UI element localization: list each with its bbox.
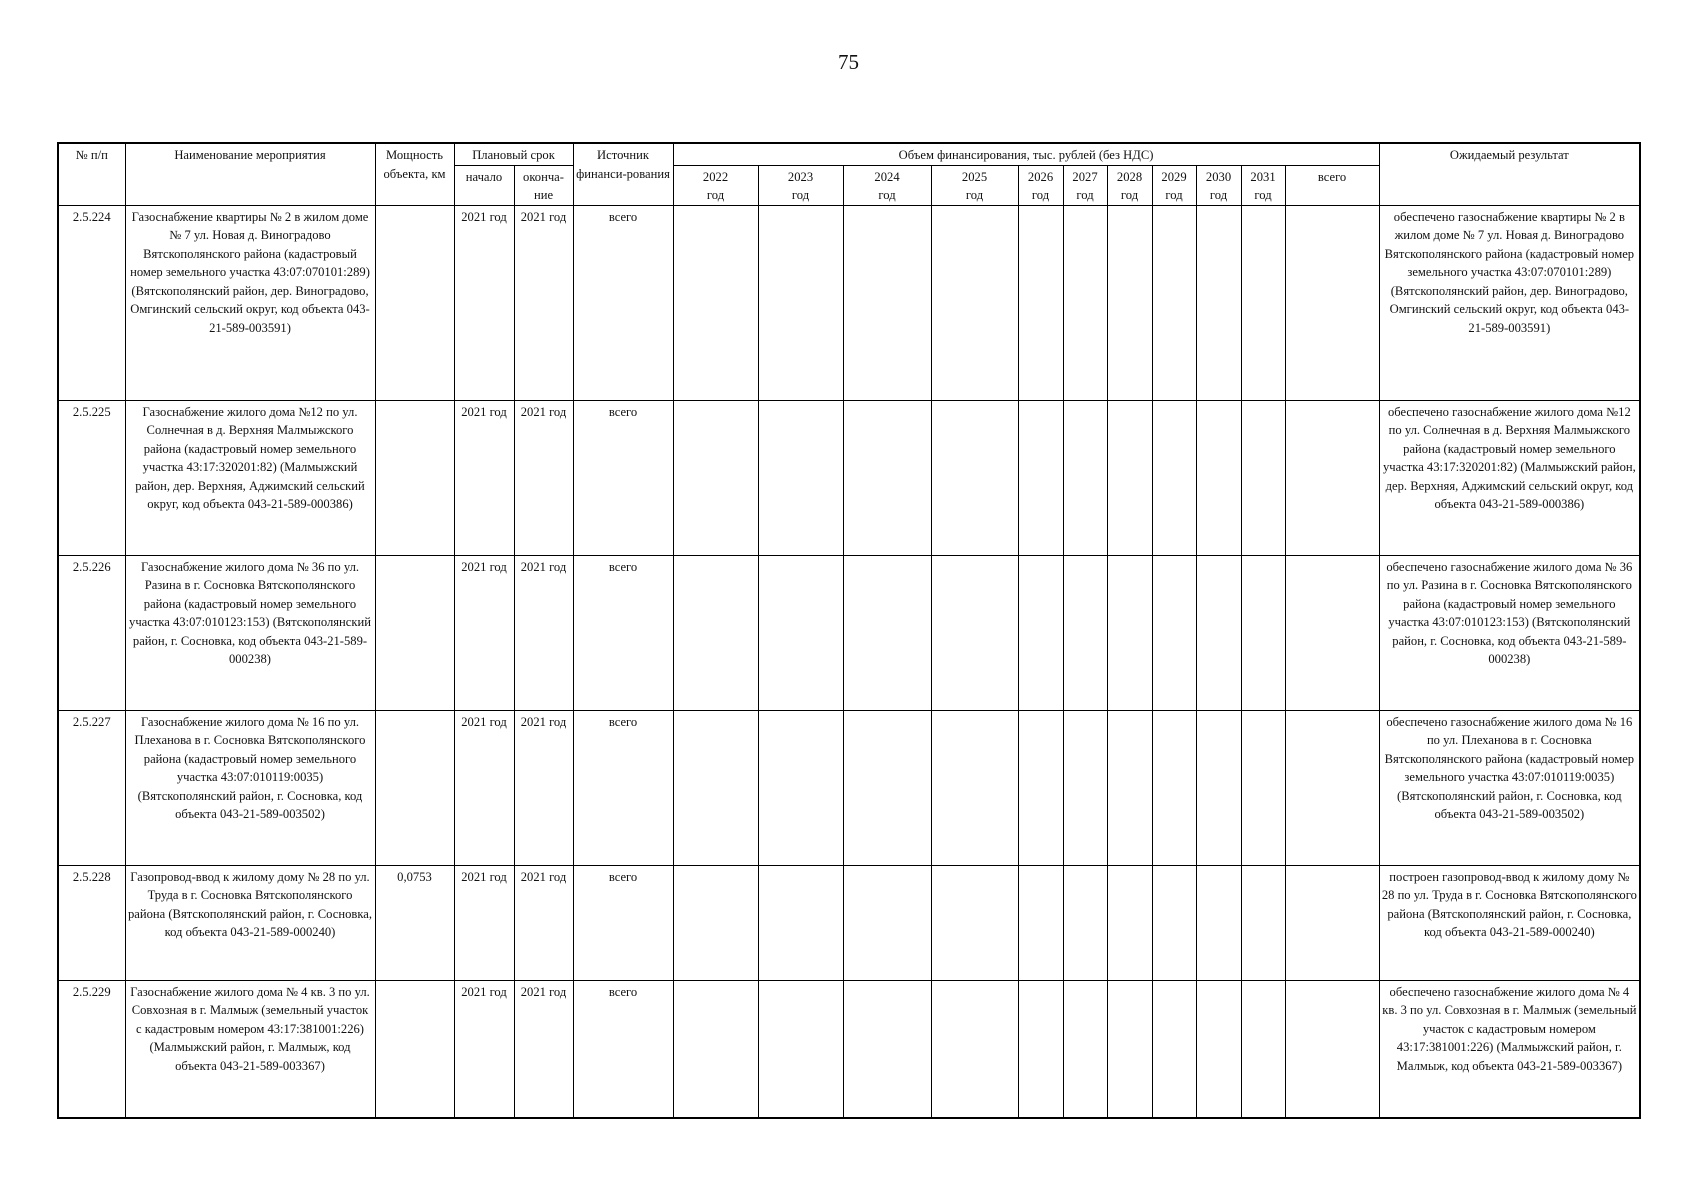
amount-cell bbox=[673, 980, 758, 1118]
col-term-end-header: оконча-ние bbox=[514, 165, 573, 205]
row-end: 2021 год bbox=[514, 205, 573, 400]
amount-cell bbox=[843, 980, 931, 1118]
row-start: 2021 год bbox=[454, 710, 514, 865]
row-name: Газоснабжение квартиры № 2 в жилом доме № 7 ул. Новая д. Виноградово Вятскополянского района (кадастровый номер земельного участка 43:07:070101:289) (Вятскополянский район, дер. Виноградово, Омгинский сельский округ, код объекта 043-21-589-003591) bbox=[125, 205, 375, 400]
year-header: 2022 год bbox=[673, 165, 758, 205]
row-end: 2021 год bbox=[514, 865, 573, 980]
row-capacity: 0,0753 bbox=[375, 865, 454, 980]
row-end: 2021 год bbox=[514, 555, 573, 710]
amount-cell bbox=[1018, 400, 1063, 555]
amount-cell bbox=[1152, 710, 1196, 865]
table-row bbox=[58, 980, 1640, 1118]
amount-cell bbox=[931, 555, 1018, 710]
row-result: обеспечено газоснабжение квартиры № 2 в жилом доме № 7 ул. Новая д. Виноградово Вятскополянского района (кадастровый номер земельного участка 43:07:070101:289) (Вятскополянский район, дер. Виноградово, Омгинский сельский округ, код объекта 043-21-589-003591) bbox=[1379, 205, 1640, 400]
table-row bbox=[58, 710, 1640, 865]
amount-cell bbox=[1241, 400, 1285, 555]
row-result: построен газопровод-ввод к жилому дому № 28 по ул. Труда в г. Сосновка Вятскополянского района (Вятскополянский район, г. Сосновка, код объекта 043-21-589-000240) bbox=[1379, 865, 1640, 980]
row-start: 2021 год bbox=[454, 865, 514, 980]
amount-cell bbox=[1285, 400, 1379, 555]
amount-cell bbox=[758, 710, 843, 865]
amount-cell bbox=[1196, 400, 1241, 555]
amount-cell bbox=[673, 205, 758, 400]
table-row bbox=[58, 555, 1640, 710]
amount-cell bbox=[1152, 555, 1196, 710]
amount-cell bbox=[673, 400, 758, 555]
amount-cell bbox=[1018, 980, 1063, 1118]
row-capacity bbox=[375, 555, 454, 710]
row-end: 2021 год bbox=[514, 400, 573, 555]
row-source: всего bbox=[573, 205, 673, 400]
amount-cell bbox=[843, 710, 931, 865]
row-start: 2021 год bbox=[454, 400, 514, 555]
row-capacity bbox=[375, 980, 454, 1118]
table-row bbox=[58, 205, 1640, 400]
year-header: 2026 год bbox=[1018, 165, 1063, 205]
amount-cell bbox=[1152, 865, 1196, 980]
row-end: 2021 год bbox=[514, 980, 573, 1118]
row-num: 2.5.226 bbox=[58, 555, 125, 710]
amount-cell bbox=[1241, 865, 1285, 980]
row-result: обеспечено газоснабжение жилого дома № 4 кв. 3 по ул. Совхозная в г. Малмыж (земельный участок с кадастровым номером 43:17:381001:226) (Малмыжский район, г. Малмыж, код объекта 043-21-589-003367) bbox=[1379, 980, 1640, 1118]
amount-cell bbox=[1196, 980, 1241, 1118]
amount-cell bbox=[1018, 710, 1063, 865]
amount-cell bbox=[1285, 865, 1379, 980]
amount-cell bbox=[1241, 555, 1285, 710]
amount-cell bbox=[758, 400, 843, 555]
year-header: 2024 год bbox=[843, 165, 931, 205]
financing-table bbox=[57, 142, 1641, 1119]
col-source-header: Источник финанси-рования bbox=[573, 143, 673, 205]
amount-cell bbox=[931, 865, 1018, 980]
row-result: обеспечено газоснабжение жилого дома №12 по ул. Солнечная в д. Верхняя Малмыжского района (кадастровый номер земельного участка 43:17:320201:82) (Малмыжский район, дер. Верхняя, Аджимский сельский округ, код объекта 043-21-589-000386) bbox=[1379, 400, 1640, 555]
col-num-header: № п/п bbox=[58, 143, 125, 205]
amount-cell bbox=[758, 865, 843, 980]
amount-cell bbox=[1107, 555, 1152, 710]
amount-cell bbox=[1152, 205, 1196, 400]
year-header: 2030 год bbox=[1196, 165, 1241, 205]
row-source: всего bbox=[573, 865, 673, 980]
amount-cell bbox=[843, 555, 931, 710]
year-header: 2031 год bbox=[1241, 165, 1285, 205]
amount-cell bbox=[1241, 710, 1285, 865]
row-name: Газоснабжение жилого дома № 16 по ул. Плеханова в г. Сосновка Вятскополянского района (кадастровый номер земельного участка 43:07:010119:0035) (Вятскополянский район, г. Сосновка, код объекта 043-21-589-003502) bbox=[125, 710, 375, 865]
table-row bbox=[58, 865, 1640, 980]
amount-cell bbox=[1285, 555, 1379, 710]
amount-cell bbox=[758, 980, 843, 1118]
year-header: 2027 год bbox=[1063, 165, 1107, 205]
row-source: всего bbox=[573, 555, 673, 710]
amount-cell bbox=[1196, 710, 1241, 865]
col-capacity-header: Мощность объекта, км bbox=[375, 143, 454, 205]
amount-cell bbox=[843, 400, 931, 555]
row-name: Газоснабжение жилого дома №12 по ул. Солнечная в д. Верхняя Малмыжского района (кадастровый номер земельного участка 43:17:320201:82) (Малмыжский район, дер. Верхняя, Аджимский сельский округ, код объекта 043-21-589-000386) bbox=[125, 400, 375, 555]
row-name: Газопровод-ввод к жилому дому № 28 по ул. Труда в г. Сосновка Вятскополянского района (Вятскополянский район, г. Сосновка, код объекта 043-21-589-000240) bbox=[125, 865, 375, 980]
amount-cell bbox=[1241, 980, 1285, 1118]
row-source: всего bbox=[573, 400, 673, 555]
amount-cell bbox=[1063, 555, 1107, 710]
year-header: 2023 год bbox=[758, 165, 843, 205]
row-capacity bbox=[375, 710, 454, 865]
amount-cell bbox=[673, 555, 758, 710]
amount-cell bbox=[758, 205, 843, 400]
table-row bbox=[58, 400, 1640, 555]
row-capacity bbox=[375, 205, 454, 400]
amount-cell bbox=[673, 710, 758, 865]
header-row bbox=[58, 143, 1640, 165]
page-number: 75 bbox=[838, 50, 859, 74]
row-capacity bbox=[375, 400, 454, 555]
row-num: 2.5.228 bbox=[58, 865, 125, 980]
col-term-header: Плановый срок bbox=[454, 143, 573, 165]
row-end: 2021 год bbox=[514, 710, 573, 865]
year-header: 2025 год bbox=[931, 165, 1018, 205]
amount-cell bbox=[1285, 710, 1379, 865]
amount-cell bbox=[1196, 555, 1241, 710]
amount-cell bbox=[1285, 980, 1379, 1118]
amount-cell bbox=[1107, 980, 1152, 1118]
amount-cell bbox=[843, 865, 931, 980]
amount-cell bbox=[931, 980, 1018, 1118]
row-result: обеспечено газоснабжение жилого дома № 36 по ул. Разина в г. Сосновка Вятскополянского района (кадастровый номер земельного участка 43:07:010123:153) (Вятскополянский район, г. Сосновка, код объекта 043-21-589-000238) bbox=[1379, 555, 1640, 710]
year-header: 2028 год bbox=[1107, 165, 1152, 205]
col-term-start-header: начало bbox=[454, 165, 514, 205]
row-source: всего bbox=[573, 980, 673, 1118]
amount-cell bbox=[931, 400, 1018, 555]
year-header: 2029 год bbox=[1152, 165, 1196, 205]
row-result: обеспечено газоснабжение жилого дома № 16 по ул. Плеханова в г. Сосновка Вятскополянского района (кадастровый номер земельного участка 43:07:010119:0035) (Вятскополянский район, г. Сосновка, код объекта 043-21-589-003502) bbox=[1379, 710, 1640, 865]
col-funding-header: Объем финансирования, тыс. рублей (без НДС) bbox=[673, 143, 1379, 165]
amount-cell bbox=[1196, 205, 1241, 400]
amount-cell bbox=[673, 865, 758, 980]
amount-cell bbox=[931, 710, 1018, 865]
amount-cell bbox=[1063, 205, 1107, 400]
row-start: 2021 год bbox=[454, 205, 514, 400]
amount-cell bbox=[1241, 205, 1285, 400]
amount-cell bbox=[758, 555, 843, 710]
amount-cell bbox=[1107, 400, 1152, 555]
amount-cell bbox=[1152, 400, 1196, 555]
amount-cell bbox=[1063, 400, 1107, 555]
amount-cell bbox=[1018, 865, 1063, 980]
amount-cell bbox=[1063, 980, 1107, 1118]
amount-cell bbox=[931, 205, 1018, 400]
amount-cell bbox=[1063, 865, 1107, 980]
amount-cell bbox=[1152, 980, 1196, 1118]
row-name: Газоснабжение жилого дома № 36 по ул. Разина в г. Сосновка Вятскополянского района (кадастровый номер земельного участка 43:07:010123:153) (Вятскополянский район, г. Сосновка, код объекта 043-21-589-000238) bbox=[125, 555, 375, 710]
row-num: 2.5.224 bbox=[58, 205, 125, 400]
row-num: 2.5.229 bbox=[58, 980, 125, 1118]
row-start: 2021 год bbox=[454, 980, 514, 1118]
amount-cell bbox=[1063, 710, 1107, 865]
amount-cell bbox=[1107, 205, 1152, 400]
amount-cell bbox=[843, 205, 931, 400]
row-num: 2.5.227 bbox=[58, 710, 125, 865]
amount-cell bbox=[1018, 555, 1063, 710]
col-name-header: Наименование мероприятия bbox=[125, 143, 375, 205]
row-source: всего bbox=[573, 710, 673, 865]
row-start: 2021 год bbox=[454, 555, 514, 710]
amount-cell bbox=[1285, 205, 1379, 400]
amount-cell bbox=[1018, 205, 1063, 400]
col-total-header: всего bbox=[1285, 165, 1379, 205]
amount-cell bbox=[1196, 865, 1241, 980]
amount-cell bbox=[1107, 865, 1152, 980]
row-name: Газоснабжение жилого дома № 4 кв. 3 по ул. Совхозная в г. Малмыж (земельный участок с кадастровым номером 43:17:381001:226) (Малмыжский район, г. Малмыж, код объекта 043-21-589-003367) bbox=[125, 980, 375, 1118]
row-num: 2.5.225 bbox=[58, 400, 125, 555]
col-result-header: Ожидаемый результат bbox=[1379, 143, 1640, 205]
amount-cell bbox=[1107, 710, 1152, 865]
